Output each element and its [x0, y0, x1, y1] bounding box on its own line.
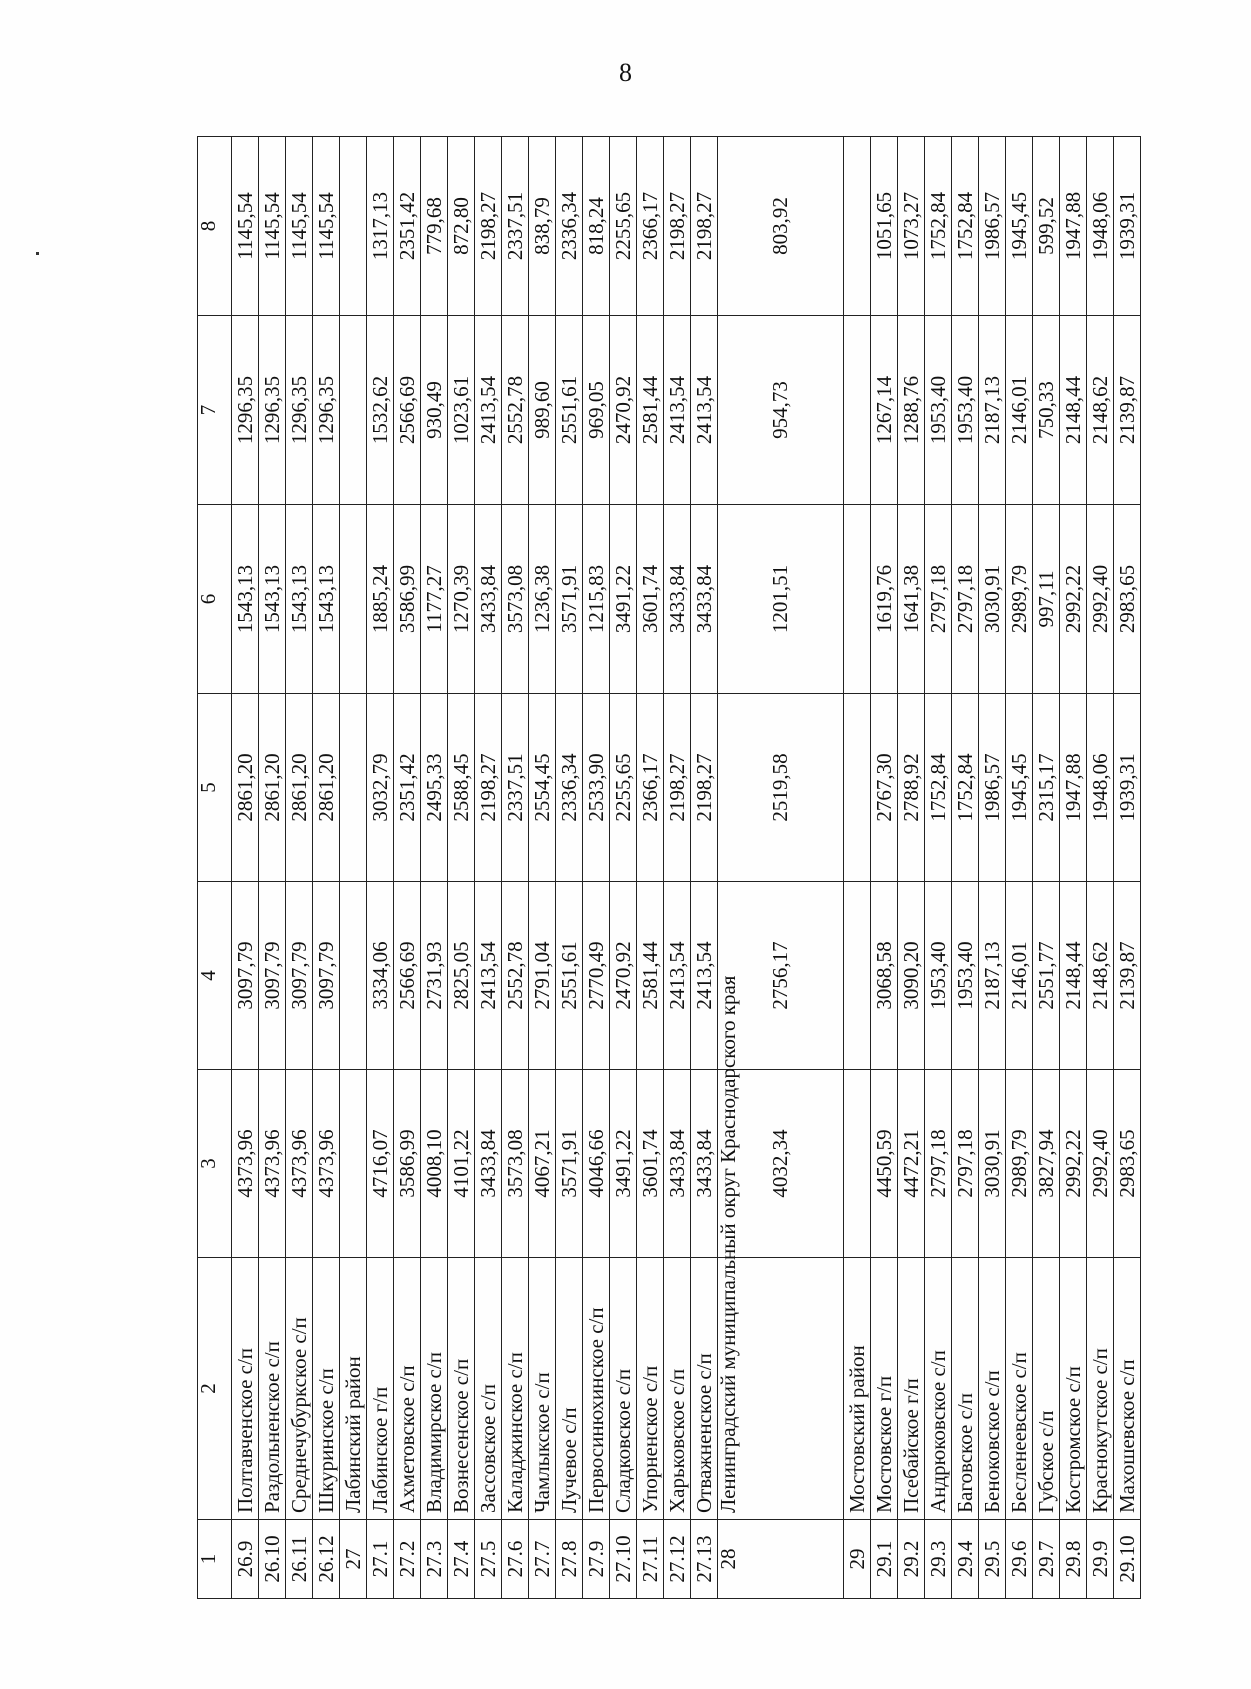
value-cell: 1145,54	[259, 137, 286, 316]
settlement-name: Ахметовское с/п	[394, 1258, 421, 1520]
settlement-name: Костромское с/п	[1060, 1258, 1087, 1520]
value-cell: 2148,62	[1087, 316, 1114, 505]
settlement-name: Сладковское с/п	[610, 1258, 637, 1520]
row-number: 29.7	[1033, 1520, 1060, 1599]
value-cell: 1939,31	[1114, 137, 1141, 316]
value-cell: 1885,24	[367, 505, 394, 694]
table-row	[286, 137, 313, 1599]
row-number: 29.4	[952, 1520, 979, 1599]
value-cell: 1532,62	[367, 316, 394, 505]
value-cell: 1177,27	[421, 505, 448, 694]
row-number: 27.12	[664, 1520, 691, 1599]
column-number-header: 1	[198, 1520, 232, 1599]
settlement-name: Зассовское с/п	[475, 1258, 502, 1520]
value-cell	[844, 694, 871, 882]
settlement-name: Краснокутское с/п	[1087, 1258, 1114, 1520]
value-cell: 3573,08	[502, 505, 529, 694]
value-cell: 2366,17	[637, 694, 664, 882]
row-number: 26.10	[259, 1520, 286, 1599]
value-cell: 2767,30	[871, 694, 898, 882]
value-cell: 2566,69	[394, 882, 421, 1070]
value-cell: 3491,22	[610, 1070, 637, 1258]
value-cell: 3030,91	[979, 1070, 1006, 1258]
settlement-name: Ленинградский муниципальный округ Краснодарского края	[718, 1258, 844, 1520]
value-cell: 2187,13	[979, 316, 1006, 505]
value-cell: 2566,69	[394, 316, 421, 505]
value-cell: 1953,40	[952, 316, 979, 505]
value-cell: 2791,04	[529, 882, 556, 1070]
settlement-name: Бесленеевское с/п	[1006, 1258, 1033, 1520]
row-number: 29.9	[1087, 1520, 1114, 1599]
settlement-name: Губское с/п	[1033, 1258, 1060, 1520]
value-cell: 1945,45	[1006, 137, 1033, 316]
row-number: 27.5	[475, 1520, 502, 1599]
value-cell: 2146,01	[1006, 316, 1033, 505]
value-cell: 1543,13	[313, 505, 340, 694]
value-cell: 1752,84	[952, 694, 979, 882]
value-cell: 872,80	[448, 137, 475, 316]
row-number: 28	[718, 1520, 844, 1599]
value-cell: 2992,22	[1060, 505, 1087, 694]
settlement-name: Каладжинское с/п	[502, 1258, 529, 1520]
settlement-name: Вознесенское с/п	[448, 1258, 475, 1520]
value-cell: 2413,54	[664, 316, 691, 505]
value-cell: 2139,87	[1114, 882, 1141, 1070]
table-row	[844, 137, 871, 1599]
value-cell: 1986,57	[979, 137, 1006, 316]
row-number: 29.6	[1006, 1520, 1033, 1599]
table-row	[664, 137, 691, 1599]
value-cell: 2198,27	[475, 694, 502, 882]
value-cell: 4450,59	[871, 1070, 898, 1258]
table-row	[232, 137, 259, 1599]
tariff-table-rotated	[196, 137, 1139, 1599]
value-cell: 2861,20	[286, 694, 313, 882]
table-row	[529, 137, 556, 1599]
row-number: 27.3	[421, 1520, 448, 1599]
value-cell: 3097,79	[259, 882, 286, 1070]
table-row	[448, 137, 475, 1599]
row-number: 29.2	[898, 1520, 925, 1599]
value-cell: 4373,96	[259, 1070, 286, 1258]
column-number-header: 6	[198, 505, 232, 694]
value-cell: 3433,84	[691, 1070, 718, 1258]
value-cell: 1947,88	[1060, 137, 1087, 316]
value-cell: 2551,77	[1033, 882, 1060, 1070]
value-cell: 838,79	[529, 137, 556, 316]
value-cell: 3601,74	[637, 1070, 664, 1258]
settlement-name: Беноковское с/п	[979, 1258, 1006, 1520]
value-cell: 3586,99	[394, 1070, 421, 1258]
value-cell: 3032,79	[367, 694, 394, 882]
row-number: 27.13	[691, 1520, 718, 1599]
scan-speck	[36, 252, 39, 255]
value-cell	[340, 137, 367, 316]
value-cell: 2255,65	[610, 137, 637, 316]
value-cell	[844, 316, 871, 505]
value-cell	[340, 505, 367, 694]
row-number: 27.7	[529, 1520, 556, 1599]
value-cell: 2797,18	[925, 505, 952, 694]
value-cell: 2989,79	[1006, 505, 1033, 694]
value-cell: 1051,65	[871, 137, 898, 316]
value-cell: 2255,65	[610, 694, 637, 882]
settlement-name: Первосинюхинское с/п	[583, 1258, 610, 1520]
value-cell: 1948,06	[1087, 694, 1114, 882]
value-cell: 3491,22	[610, 505, 637, 694]
value-cell: 2413,54	[691, 316, 718, 505]
value-cell: 1948,06	[1087, 137, 1114, 316]
value-cell: 4373,96	[232, 1070, 259, 1258]
table-row	[583, 137, 610, 1599]
value-cell: 1947,88	[1060, 694, 1087, 882]
value-cell	[340, 1070, 367, 1258]
value-cell: 2992,22	[1060, 1070, 1087, 1258]
settlement-name: Мостовское г/п	[871, 1258, 898, 1520]
value-cell: 1288,76	[898, 316, 925, 505]
settlement-name: Андрюковское с/п	[925, 1258, 952, 1520]
value-cell: 1296,35	[286, 316, 313, 505]
value-cell: 3030,91	[979, 505, 1006, 694]
value-cell: 2148,44	[1060, 882, 1087, 1070]
value-cell: 1986,57	[979, 694, 1006, 882]
value-cell: 599,52	[1033, 137, 1060, 316]
value-cell: 2797,18	[952, 1070, 979, 1258]
value-cell: 4067,21	[529, 1070, 556, 1258]
value-cell: 3334,06	[367, 882, 394, 1070]
value-cell	[844, 137, 871, 316]
value-cell: 2581,44	[637, 316, 664, 505]
settlement-name: Упорненское с/п	[637, 1258, 664, 1520]
value-cell: 2861,20	[259, 694, 286, 882]
value-cell: 2198,27	[664, 694, 691, 882]
value-cell: 1543,13	[232, 505, 259, 694]
value-cell: 2581,44	[637, 882, 664, 1070]
value-cell: 3586,99	[394, 505, 421, 694]
value-cell: 2797,18	[952, 505, 979, 694]
value-cell: 1267,14	[871, 316, 898, 505]
value-cell: 4101,22	[448, 1070, 475, 1258]
value-cell: 954,73	[718, 316, 844, 505]
value-cell: 2413,54	[691, 882, 718, 1070]
value-cell: 2495,33	[421, 694, 448, 882]
value-cell: 1296,35	[232, 316, 259, 505]
settlement-name: Мостовский район	[844, 1258, 871, 1520]
table-row	[898, 137, 925, 1599]
table-row	[394, 137, 421, 1599]
value-cell: 2983,65	[1114, 505, 1141, 694]
value-cell: 3573,08	[502, 1070, 529, 1258]
row-number: 29.1	[871, 1520, 898, 1599]
value-cell: 2198,27	[475, 137, 502, 316]
row-number: 27.4	[448, 1520, 475, 1599]
value-cell: 2551,61	[556, 316, 583, 505]
value-cell: 2413,54	[475, 882, 502, 1070]
value-cell: 3601,74	[637, 505, 664, 694]
table-row	[871, 137, 898, 1599]
value-cell: 3433,84	[664, 505, 691, 694]
value-cell: 2413,54	[475, 316, 502, 505]
row-number: 29.3	[925, 1520, 952, 1599]
column-number-header: 4	[198, 882, 232, 1070]
row-number: 27.8	[556, 1520, 583, 1599]
value-cell: 2756,17	[718, 882, 844, 1070]
column-number-header: 7	[198, 316, 232, 505]
value-cell: 2198,27	[691, 694, 718, 882]
row-number: 27.10	[610, 1520, 637, 1599]
value-cell: 2992,40	[1087, 1070, 1114, 1258]
table-row	[1060, 137, 1087, 1599]
value-cell: 803,92	[718, 137, 844, 316]
value-cell: 2470,92	[610, 882, 637, 1070]
value-cell: 2198,27	[691, 137, 718, 316]
value-cell: 2187,13	[979, 882, 1006, 1070]
settlement-name: Отважненское с/п	[691, 1258, 718, 1520]
settlement-name: Шкуринское с/п	[313, 1258, 340, 1520]
value-cell: 4373,96	[286, 1070, 313, 1258]
row-number: 29.10	[1114, 1520, 1141, 1599]
value-cell: 1201,51	[718, 505, 844, 694]
value-cell: 818,24	[583, 137, 610, 316]
value-cell: 2336,34	[556, 137, 583, 316]
value-cell: 1641,38	[898, 505, 925, 694]
value-cell: 3433,84	[691, 505, 718, 694]
value-cell: 1296,35	[259, 316, 286, 505]
table-row	[1087, 137, 1114, 1599]
value-cell: 1752,84	[925, 137, 952, 316]
value-cell: 3827,94	[1033, 1070, 1060, 1258]
value-cell: 3068,58	[871, 882, 898, 1070]
value-cell: 1145,54	[232, 137, 259, 316]
table-row	[340, 137, 367, 1599]
settlement-name: Харьковское с/п	[664, 1258, 691, 1520]
value-cell: 750,33	[1033, 316, 1060, 505]
value-cell: 1953,40	[952, 882, 979, 1070]
value-cell: 1945,45	[1006, 694, 1033, 882]
value-cell: 1619,76	[871, 505, 898, 694]
table-row	[367, 137, 394, 1599]
table-row	[610, 137, 637, 1599]
value-cell: 2337,51	[502, 137, 529, 316]
value-cell: 2983,65	[1114, 1070, 1141, 1258]
value-cell: 1073,27	[898, 137, 925, 316]
value-cell: 2148,62	[1087, 882, 1114, 1070]
table-row	[556, 137, 583, 1599]
value-cell: 1023,61	[448, 316, 475, 505]
settlement-name: Полтавченское с/п	[232, 1258, 259, 1520]
value-cell: 2788,92	[898, 694, 925, 882]
table-row	[979, 137, 1006, 1599]
value-cell: 2770,49	[583, 882, 610, 1070]
value-cell: 2989,79	[1006, 1070, 1033, 1258]
row-number: 29	[844, 1520, 871, 1599]
value-cell	[340, 882, 367, 1070]
settlement-name: Среднечубуркское с/п	[286, 1258, 313, 1520]
value-cell: 2731,93	[421, 882, 448, 1070]
value-cell	[844, 882, 871, 1070]
value-cell: 2992,40	[1087, 505, 1114, 694]
value-cell	[844, 1070, 871, 1258]
value-cell: 2533,90	[583, 694, 610, 882]
value-cell: 2797,18	[925, 1070, 952, 1258]
value-cell: 1296,35	[313, 316, 340, 505]
column-number-header: 2	[198, 1258, 232, 1520]
table-row	[502, 137, 529, 1599]
row-number: 27.2	[394, 1520, 421, 1599]
settlement-name: Владимирское с/п	[421, 1258, 448, 1520]
value-cell: 3097,79	[313, 882, 340, 1070]
value-cell: 2470,92	[610, 316, 637, 505]
value-cell: 3097,79	[286, 882, 313, 1070]
column-number-header: 8	[198, 137, 232, 316]
table-row	[259, 137, 286, 1599]
table-row	[313, 137, 340, 1599]
value-cell: 2315,17	[1033, 694, 1060, 882]
value-cell: 969,05	[583, 316, 610, 505]
settlement-name: Чамлыкское с/п	[529, 1258, 556, 1520]
value-cell: 3571,91	[556, 505, 583, 694]
value-cell: 2139,87	[1114, 316, 1141, 505]
table-row	[1006, 137, 1033, 1599]
settlement-name: Раздольненское с/п	[259, 1258, 286, 1520]
value-cell: 4373,96	[313, 1070, 340, 1258]
value-cell: 2336,34	[556, 694, 583, 882]
value-cell	[340, 316, 367, 505]
value-cell: 2351,42	[394, 137, 421, 316]
value-cell: 4716,07	[367, 1070, 394, 1258]
value-cell: 779,68	[421, 137, 448, 316]
table-row	[637, 137, 664, 1599]
table-row	[691, 137, 718, 1599]
table-row	[1114, 137, 1141, 1599]
value-cell: 1939,31	[1114, 694, 1141, 882]
value-cell	[844, 505, 871, 694]
row-number: 26.12	[313, 1520, 340, 1599]
value-cell: 997,11	[1033, 505, 1060, 694]
value-cell: 1145,54	[286, 137, 313, 316]
value-cell: 1236,38	[529, 505, 556, 694]
row-number: 27.1	[367, 1520, 394, 1599]
value-cell: 4008,10	[421, 1070, 448, 1258]
settlement-name: Лучевое с/п	[556, 1258, 583, 1520]
value-cell: 2198,27	[664, 137, 691, 316]
row-number: 29.5	[979, 1520, 1006, 1599]
value-cell: 3090,20	[898, 882, 925, 1070]
value-cell: 2366,17	[637, 137, 664, 316]
value-cell: 2519,58	[718, 694, 844, 882]
row-number: 26.9	[232, 1520, 259, 1599]
value-cell: 2413,54	[664, 882, 691, 1070]
value-cell: 2148,44	[1060, 316, 1087, 505]
value-cell: 1270,39	[448, 505, 475, 694]
value-cell: 1752,84	[925, 694, 952, 882]
settlement-name: Махошевское с/п	[1114, 1258, 1141, 1520]
row-number: 27	[340, 1520, 367, 1599]
value-cell	[340, 694, 367, 882]
table-row	[421, 137, 448, 1599]
value-cell: 989,60	[529, 316, 556, 505]
value-cell: 4472,21	[898, 1070, 925, 1258]
value-cell: 2825,05	[448, 882, 475, 1070]
value-cell: 4046,66	[583, 1070, 610, 1258]
value-cell: 3433,84	[475, 505, 502, 694]
value-cell: 2146,01	[1006, 882, 1033, 1070]
value-cell: 1145,54	[313, 137, 340, 316]
table-row	[925, 137, 952, 1599]
value-cell: 2554,45	[529, 694, 556, 882]
value-cell: 1543,13	[286, 505, 313, 694]
value-cell: 1317,13	[367, 137, 394, 316]
column-number-header: 3	[198, 1070, 232, 1258]
settlement-name: Лабинский район	[340, 1258, 367, 1520]
row-number: 27.6	[502, 1520, 529, 1599]
table-header-row	[198, 137, 232, 1599]
tariff-table	[197, 136, 1141, 1599]
value-cell: 1953,40	[925, 316, 952, 505]
settlement-name: Лабинское г/п	[367, 1258, 394, 1520]
value-cell: 1752,84	[952, 137, 979, 316]
value-cell: 2551,61	[556, 882, 583, 1070]
row-number: 26.11	[286, 1520, 313, 1599]
value-cell: 930,49	[421, 316, 448, 505]
value-cell: 3433,84	[664, 1070, 691, 1258]
row-number: 27.11	[637, 1520, 664, 1599]
value-cell: 3433,84	[475, 1070, 502, 1258]
value-cell: 1543,13	[259, 505, 286, 694]
page-number: 8	[619, 58, 632, 87]
value-cell: 2337,51	[502, 694, 529, 882]
row-number: 27.9	[583, 1520, 610, 1599]
row-number: 29.8	[1060, 1520, 1087, 1599]
table-row	[475, 137, 502, 1599]
value-cell: 2861,20	[313, 694, 340, 882]
value-cell: 2351,42	[394, 694, 421, 882]
column-number-header: 5	[198, 694, 232, 882]
value-cell: 2861,20	[232, 694, 259, 882]
value-cell: 2588,45	[448, 694, 475, 882]
value-cell: 4032,34	[718, 1070, 844, 1258]
table-row	[1033, 137, 1060, 1599]
value-cell: 1215,83	[583, 505, 610, 694]
value-cell: 2552,78	[502, 316, 529, 505]
settlement-name: Баговское с/п	[952, 1258, 979, 1520]
settlement-name: Псебайское г/п	[898, 1258, 925, 1520]
value-cell: 3097,79	[232, 882, 259, 1070]
table-row	[952, 137, 979, 1599]
value-cell: 1953,40	[925, 882, 952, 1070]
table-row	[718, 137, 844, 1599]
value-cell: 2552,78	[502, 882, 529, 1070]
value-cell: 3571,91	[556, 1070, 583, 1258]
